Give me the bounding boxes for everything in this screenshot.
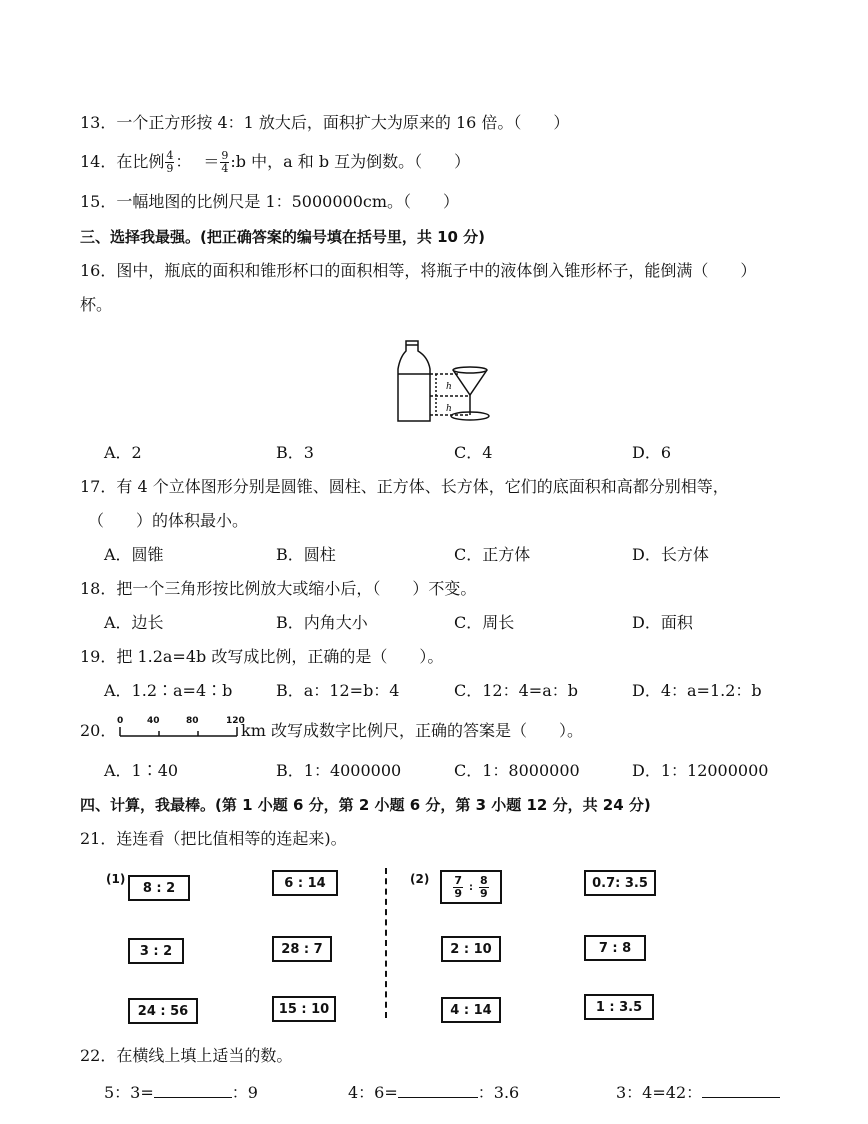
question-18: 18．把一个三角形按比例放大或缩小后，（ ）不变。 [80, 579, 477, 598]
q19-option-c: C．12：4=a：b [454, 681, 578, 700]
question-14 [80, 147, 470, 177]
scale-tick-label-0: 0 [117, 716, 124, 726]
fraction-8-9-numerator: 8 [480, 873, 488, 887]
question-20-prefix: 20． [80, 721, 117, 740]
bottle-outline [398, 341, 430, 421]
q18-option-d: D．面积 [632, 613, 693, 632]
match-box-24-56[interactable]: 24 : 56 [128, 998, 198, 1024]
q20-option-d: D．1：12000000 [632, 761, 769, 780]
cone-cup-rim [453, 367, 487, 373]
q19-option-a: A．1.2∶a=4∶b [104, 681, 233, 700]
q14-frac1-numerator: 4 [166, 149, 174, 162]
q17-option-c: C．正方体 [454, 545, 531, 564]
q21-part-1-label: (1) [106, 872, 126, 886]
q16-option-d: D．6 [632, 443, 672, 462]
section-3-title: 三、选择我最强。(把正确答案的编号填在括号里，共 10 分) [80, 228, 486, 246]
fraction-ratio-colon: : [469, 881, 473, 893]
fraction-8-9-denominator: 9 [480, 886, 488, 900]
q17-option-b: B．圆柱 [276, 545, 336, 564]
match-box-8-2[interactable]: 8 : 2 [128, 875, 190, 901]
q22-item-3-blank[interactable] [702, 1081, 780, 1098]
q18-option-b: B．内角大小 [276, 613, 368, 632]
h-label-bottom: h [446, 404, 452, 414]
question-17-line-2: （ ）的体积最小。 [88, 511, 249, 530]
q14-colon: ： [175, 152, 192, 171]
scale-tick-label-80: 80 [186, 716, 199, 726]
question-17-line-1: 17．有 4 个立体图形分别是圆锥、圆柱、正方体、长方体，它们的底面积和高都分别相等， [80, 477, 729, 496]
q22-item-2-blank[interactable] [398, 1081, 478, 1098]
q14-equals: ＝ [203, 152, 220, 171]
line-scale-bar [113, 714, 245, 742]
match-box-3-2[interactable]: 3 : 2 [128, 938, 184, 964]
q22-item-3-prefix: 3：4=42： [616, 1083, 703, 1102]
fraction-7-9-denominator: 9 [454, 886, 462, 900]
match-box-2-10[interactable]: 2 : 10 [441, 936, 501, 962]
match-box-6-14[interactable]: 6 : 14 [272, 870, 338, 896]
match-box-1-3-5[interactable]: 1 : 3.5 [584, 994, 654, 1020]
question-16-line-2: 杯。 [80, 295, 113, 314]
q22-item-1-prefix: 5：3= [104, 1083, 154, 1102]
q17-option-d: D．长方体 [632, 545, 709, 564]
bottle-and-cone-cup-figure [392, 337, 496, 429]
q22-item-1-blank[interactable] [154, 1081, 232, 1098]
q22-item-2-prefix: 4：6= [348, 1083, 398, 1102]
question-20-suffix: km 改写成数字比例尺，正确的答案是（ ）。 [241, 721, 583, 740]
q14-frac2-denominator: 4 [221, 162, 229, 175]
scale-tick-label-120: 120 [226, 716, 245, 726]
q21-part-2-label: (2) [410, 872, 430, 886]
match-box-4-14[interactable]: 4 : 14 [441, 997, 501, 1023]
q20-option-a: A．1∶40 [104, 761, 179, 780]
question-21: 21．连连看（把比值相等的连起来)。 [80, 829, 347, 848]
q14-fraction-2 [220, 150, 229, 175]
q17-option-a: A．圆锥 [104, 545, 164, 564]
q22-item-2-suffix: ：3.6 [477, 1083, 520, 1102]
h-label-top: h [446, 382, 452, 392]
question-19: 19．把 1.2a=4b 改写成比例，正确的是（ ）。 [80, 647, 444, 666]
q14-frac1-denominator: 9 [166, 162, 174, 175]
part-divider [385, 868, 387, 1018]
question-16-line-1: 16．图中，瓶底的面积和锥形杯口的面积相等，将瓶子中的液体倒入锥形杯子，能倒满（ ） [80, 261, 757, 280]
q16-option-c: C．4 [454, 443, 493, 462]
fraction-8-9 [479, 875, 489, 900]
question-13: 13．一个正方形按 4：1 放大后，面积扩大为原来的 16 倍。（ ） [80, 113, 570, 132]
q20-option-b: B．1：4000000 [276, 761, 402, 780]
q18-option-c: C．周长 [454, 613, 515, 632]
match-box-15-10[interactable]: 15 : 10 [272, 996, 336, 1022]
q14-prefix: 14．在比例 [80, 152, 165, 171]
q22-item-1-suffix: ：9 [231, 1083, 258, 1102]
q19-option-b: B．a：12=b：4 [276, 681, 400, 700]
match-box-0-7-3-5[interactable]: 0.7: 3.5 [584, 870, 656, 896]
scale-tick-label-40: 40 [147, 716, 160, 726]
q22-item-1 [104, 1081, 258, 1103]
match-box-fraction-ratio[interactable] [440, 870, 502, 904]
q18-option-a: A．边长 [104, 613, 164, 632]
q19-option-d: D．4：a=1.2：b [632, 681, 762, 700]
q14-frac2-numerator: 9 [221, 149, 229, 162]
q16-option-a: A．2 [104, 443, 142, 462]
question-22: 22．在横线上填上适当的数。 [80, 1046, 293, 1065]
q22-item-2 [348, 1081, 519, 1103]
q22-item-3 [616, 1081, 780, 1103]
match-box-28-7[interactable]: 28 : 7 [272, 936, 332, 962]
q16-option-b: B．3 [276, 443, 314, 462]
q20-option-c: C．1：8000000 [454, 761, 580, 780]
q14-fraction-1 [165, 150, 174, 175]
q14-suffix: :b 中，a 和 b 互为倒数。（ ） [230, 152, 471, 171]
section-4-title: 四、计算，我最棒。(第 1 小题 6 分，第 2 小题 6 分，第 3 小题 12 分，共 24 分) [80, 796, 651, 814]
match-box-7-8[interactable]: 7 : 8 [584, 935, 646, 961]
fraction-7-9-numerator: 7 [454, 873, 462, 887]
fraction-7-9 [453, 875, 463, 900]
question-15: 15．一幅地图的比例尺是 1：5000000cm。（ ） [80, 192, 460, 211]
